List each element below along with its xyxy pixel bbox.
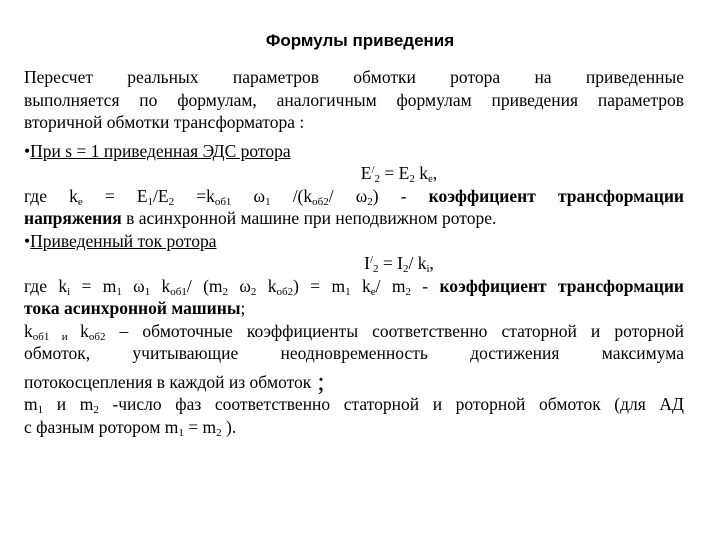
winding-line-3: потокосцепления в каждой из обмоток ; [24, 366, 325, 396]
phases-line-2: с фазным ротором $m_1 = m_2$ ). [24, 416, 237, 439]
bullet-icon: • [24, 230, 31, 251]
emf-bullet-text: При s = 1 приведенная ЭДС ротора [30, 140, 291, 161]
ke-definition-line-2: напряжения в асинхронной машине при неподвижном роторе. [24, 208, 497, 228]
winding-line-1: $k_{об1 и}$ $k_{об2}$ – обмоточные коэффициенты соответственно статорной и роторной [24, 320, 684, 343]
intro-line-3: вторичной обмотки трансформатора : [24, 112, 305, 132]
intro-line-2: выполняется по формулам, аналогичным формулам приведения параметров [24, 89, 684, 110]
phases-line-1: $m_1$ и $m_2$ -число фаз соответственно статорной и роторной обмоток (для АД [24, 394, 684, 416]
winding-line-2: обмоток, учитывающие неодновременность достижения максимума [24, 343, 684, 363]
bullet-icon: • [24, 140, 31, 161]
emf-formula: $E^/_2 = E_2$ $k_e$, [360, 163, 438, 185]
emf-bullet-item [24, 140, 684, 163]
ke-term: коэффициент трансформации [428, 185, 684, 206]
current-bullet-text: Приведенный ток ротора [30, 230, 217, 251]
current-bullet-item [24, 230, 684, 253]
ki-term: коэффициент трансформации [439, 275, 685, 296]
page-title: Формулы приведения [265, 31, 455, 50]
ke-definition-line-1: где $k_e = E_1/E_2 =k_{об1}$ $\omega_1$ $/(k_{об2}/$ $\omega_2$) - коэффициент трансформации [24, 185, 684, 208]
intro-line-1: Пересчет реальных параметров обмотки ротора на приведенные [24, 67, 684, 87]
current-formula: $I^/_2 = I_2/$ $k_i$, [364, 253, 434, 275]
ki-definition-line-1: где $k_i = m_1$ $\omega_1$ $k_{об1}/$ ($m_2$ $\omega_2$ $k_{об2}) = m_1$ $k_e/$ $m_2$ - коэффициент трансформации [24, 275, 685, 298]
content-body [24, 66, 684, 438]
ki-definition-line-2: тока асинхронной машины; [24, 298, 246, 318]
